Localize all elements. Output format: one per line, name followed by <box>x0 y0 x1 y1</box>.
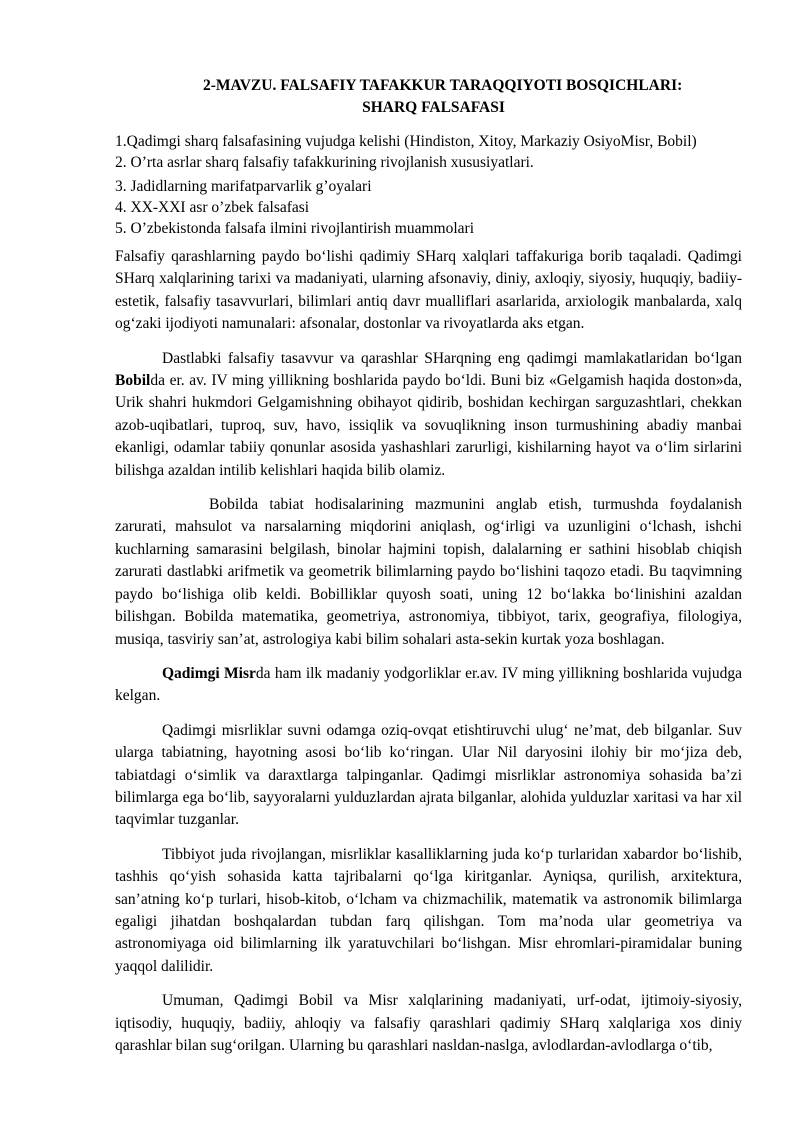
paragraph-text: Dastlabki falsafiy tasavvur va qarashlar SHarqning eng qadimgi mamlakatlaridan bo‘lgan <box>162 349 742 367</box>
document-title <box>115 75 742 119</box>
title-line-2: SHARQ FALSAFASI <box>362 99 505 116</box>
outline-item: 5. O’zbekistonda falsafa ilmini rivojlantirish muammolari <box>115 220 474 237</box>
document-page <box>115 0 742 1131</box>
paragraph: Tibbiyot juda rivojlangan, misrliklar kasalliklarning juda ko‘p turlaridan xabardor bo‘lishib, tashhis qo‘yish sohasida katta tajribalarni qo‘lga kiritganlar. Ayniqsa, qurilish, arxitektura, san’atning ko‘p turlari, hisob-kitob, o‘lcham va chizmachilik, matematik va astronomik bilimlarga egaligi jihatdan boshqalardan tubdan farq qilishgan. Tom ma’noda ular geometriya va astronomiyaga oid bilimlarning ilk yaratuvchilari bo‘lishgan. Misr ehromlari-piramidalar buning yaqqol dalilidir. <box>115 845 742 975</box>
title-line-1: 2-MAVZU. FALSAFIY TAFAKKUR TARAQQIYOTI BOSQICHLARI: <box>203 77 683 94</box>
paragraph: Falsafiy qarashlarning paydo bo‘lishi qadimiy SHarq xalqlari taffakuriga borib taqaladi. Qadimgi SHarq xalqlarining tarixi va madaniyati, ularning afsonaviy, diniy, axloqiy, siyosiy, huquqiy, badiiy-estetik, falsafiy tasavvurlari, bilimlari antiq davr mualliflari asarlarida, arxiologik manbalarda, xalq og‘zaki ijodiyoti namunalari: afsonalar, dostonlar va rivoyatlarda aks etgan. <box>115 248 742 333</box>
outline-item: 1.Qadimgi sharq falsafasining vujudga kelishi (Hindiston, Xitoy, Markaziy OsiyoMisr, Bobil) <box>115 133 697 150</box>
outline-item: 3. Jadidlarning marifatparvarlik g’oyalari <box>115 178 372 195</box>
outline-item: 4. XX-XXI asr o’zbek falsafasi <box>115 199 310 216</box>
paragraph-text: da ham ilk madaniy yodgorliklar er.av. IV ming yillikning boshlarida vujudga kelgan. <box>115 664 742 705</box>
paragraph: Umuman, Qadimgi Bobil va Misr xalqlarining madaniyati, urf-odat, ijtimoiy-siyosiy, iqtisodiy, huquqiy, badiiy, ahloqiy va falsafiy qarashlari qadimiy SHarq xalqlariga xos diniy qarashlar bilan sug‘orilgan. Ularning bu qarashlari nasldan-naslga, avlodlardan-avlodlarga o‘tib, <box>115 992 742 1054</box>
document-body <box>115 246 742 1069</box>
paragraph: Qadimgi misrliklar suvni odamga oziq-ovqat etishtiruvchi ulug‘ ne’mat, deb bilganlar. Suv ularga tabiatning, hayotning asosi bo‘lib ko‘ringan. Ular Nil daryosini ilohiy bir mo‘jiza deb, tabiatdagi o‘simlik va daraxtlarga talpinganlar. Qadimgi misrliklar astronomiya sohasida ba’zi bilimlarga ega bo‘lib, sayyoralarni yulduzlardan ajrata bilganlar, alohida yulduzlar xaritasi va har xil taqvimlar tuzganlar. <box>115 721 742 829</box>
paragraph <box>115 663 742 708</box>
bold-term: Qadimgi Misr <box>162 664 256 682</box>
paragraph: Bobilda tabiat hodisalarining mazmunini anglab etish, turmushda foydalanish zarurati, mahsulot va narsalarning miqdorini aniqlash, og‘irligi va uzunligini o‘lchash, ishchi kuchlarning samarasini belgilash, binolar hajmini topish, dalalarning er sathini hisoblab chiqish zarurati dastlabki arifmetik va geometrik bilimlarning paydo bo‘lishini taqozo etadi. Bu taqvimning paydo bo‘lishiga olib keldi. Bobilliklar quyosh soati, uning 12 bo‘lakka bo‘linishini azaldan bilishgan. Bobilda matematika, geometriya, astronomiya, tibbiyot, tarix, geografiya, filologiya, musiqa, tasviriy san’at, astrologiya kabi bilim sohalari asta-sekin kurtak yoza boshlagan. <box>115 496 742 648</box>
topic-outline <box>115 131 742 239</box>
paragraph <box>115 348 742 482</box>
outline-item: 2. O’rta asrlar sharq falsafiy tafakkurining rivojlanish xususiyatlari. <box>115 154 534 171</box>
paragraph-text: da er. av. IV ming yillikning boshlarida paydo bo‘ldi. Buni biz «Gelgamish haqida doston»da, Urik shahri hukmdori Gelgamishning obihayot qidirib, boshidan kechirgan sarguzashtlari, chekkan azob-uqibatlari, tuproq, suv, havo, issiqlik va sovuqlikning inson turmushining abadiy manbai ekanligi, odamlar tabiiy qonunlar asosida yashashlari zarurligi, kishilarning hayot va o‘lim sirlarini bilishga azaldan intilib kelishlari haqida bilib olamiz. <box>115 372 742 479</box>
bold-term: Bobil <box>115 372 151 390</box>
